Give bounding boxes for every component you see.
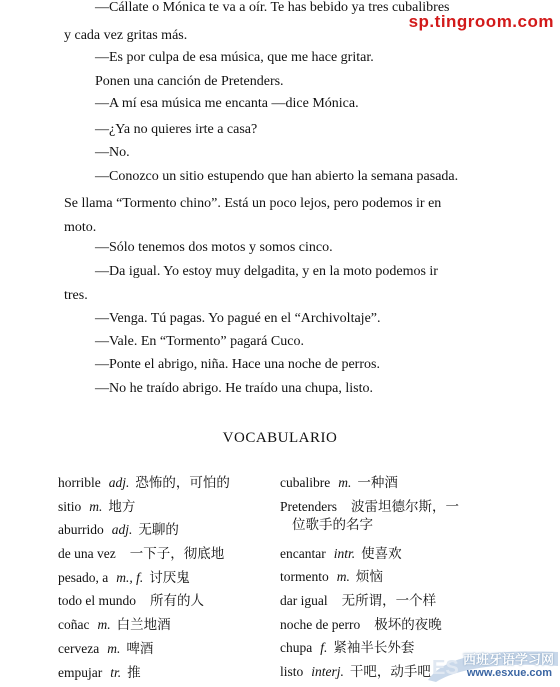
vocabulary-heading: VOCABULARIO: [0, 430, 560, 447]
vocab-meaning: 推: [127, 665, 141, 680]
vocab-entry: [58, 592, 230, 616]
vocab-word: sitio: [58, 499, 81, 514]
vocab-word: listo: [280, 664, 303, 679]
vocab-grammar: tr.: [110, 665, 121, 680]
vocab-entry: [280, 592, 459, 616]
text-line: —Da igual. Yo estoy muy delgadita, y en la moto podemos ir: [95, 263, 438, 281]
vocab-word: horrible: [58, 475, 101, 490]
logo-url: www.esxue.com: [467, 667, 552, 679]
text-line: —Conozco un sitio estupendo que han abierto la semana pasada.: [95, 168, 458, 186]
vocab-word: cubalibre: [280, 475, 330, 490]
vocab-meaning: 烦恼: [356, 569, 383, 584]
text-line: —Cállate o Mónica te va a oír. Te has bebido ya tres cubalibres: [95, 0, 449, 17]
vocab-meaning: 地方: [108, 499, 135, 514]
vocab-word: pesado, a: [58, 570, 108, 585]
vocab-meaning-continued: 位歌手的名字: [280, 516, 459, 534]
vocab-column-left: [58, 474, 230, 687]
vocab-entry: [280, 545, 459, 569]
vocab-meaning: 所有的人: [150, 593, 204, 608]
vocab-word: todo el mundo: [58, 593, 136, 608]
text-line: —A mí esa música me encanta —dice Mónica.: [95, 95, 359, 113]
vocab-word: noche de perro: [280, 617, 360, 632]
vocab-word: dar igual: [280, 593, 328, 608]
vocab-grammar: m.: [97, 617, 110, 632]
vocab-entry: [280, 498, 459, 545]
vocab-meaning: 波雷坦德尔斯，一: [351, 499, 459, 514]
vocab-word: de una vez: [58, 546, 116, 561]
vocab-meaning: 干吧，动手吧: [350, 664, 431, 679]
vocab-meaning: 极坏的夜晚: [374, 617, 442, 632]
vocab-entry: [58, 569, 230, 593]
site-logo: [422, 646, 560, 684]
text-line: —No.: [95, 144, 130, 162]
vocab-meaning: 一种酒: [357, 475, 398, 490]
text-line: —Ponte el abrigo, niña. Hace una noche de perros.: [95, 356, 380, 374]
vocab-word: tormento: [280, 569, 329, 584]
vocab-word: empujar: [58, 665, 102, 680]
vocab-word: chupa: [280, 640, 312, 655]
vocab-entry: [58, 545, 230, 569]
vocab-entry: [280, 616, 459, 640]
vocab-grammar: interj.: [311, 664, 344, 679]
text-line: —Venga. Tú pagas. Yo pagué en el “Archivoltaje”.: [95, 310, 381, 328]
vocab-meaning: 无聊的: [138, 522, 179, 537]
text-line: —¿Ya no quieres irte a casa?: [95, 121, 257, 139]
vocab-entry: [58, 640, 230, 664]
text-line: —Sólo tenemos dos motos y somos cinco.: [95, 239, 333, 257]
vocab-entry: [58, 521, 230, 545]
vocab-entry: [58, 616, 230, 640]
vocab-meaning: 一下子，彻底地: [130, 546, 225, 561]
text-line: Ponen una canción de Pretenders.: [95, 73, 284, 91]
vocab-word: encantar: [280, 546, 326, 561]
vocab-word: coñac: [58, 617, 89, 632]
vocab-entry: [58, 664, 230, 687]
vocab-word: Pretenders: [280, 499, 337, 514]
vocab-meaning: 无所谓，一个样: [342, 593, 437, 608]
vocab-word: cerveza: [58, 641, 99, 656]
text-line: —No he traído abrigo. He traído una chupa, listo.: [95, 380, 373, 398]
vocab-meaning: 啤酒: [126, 641, 153, 656]
vocab-grammar: adj.: [112, 522, 133, 537]
text-line: tres.: [64, 287, 88, 305]
vocab-entry: [280, 474, 459, 498]
logo-name: 西班牙语学习网: [463, 649, 554, 668]
vocab-grammar: m.: [338, 475, 351, 490]
vocab-grammar: m.: [107, 641, 120, 656]
text-line: Se llama “Tormento chino”. Está un poco lejos, pero podemos ir en: [64, 195, 441, 213]
vocab-meaning: 白兰地酒: [117, 617, 171, 632]
vocab-grammar: adj.: [109, 475, 130, 490]
vocab-entry: [58, 474, 230, 498]
vocab-meaning: 紧袖半长外套: [333, 640, 414, 655]
svg-text:ES: ES: [432, 657, 459, 679]
vocab-entry: [58, 498, 230, 522]
watermark-top: sp.tingroom.com: [409, 12, 554, 32]
text-line: y cada vez gritas más.: [64, 27, 187, 45]
vocab-grammar: m.: [89, 499, 102, 514]
vocab-grammar: m., f.: [116, 570, 143, 585]
vocab-grammar: f.: [320, 640, 327, 655]
vocab-grammar: m.: [337, 569, 350, 584]
text-line: —Vale. En “Tormento” pagará Cuco.: [95, 333, 304, 351]
vocab-word: aburrido: [58, 522, 104, 537]
vocab-meaning: 恐怖的，可怕的: [135, 475, 230, 490]
vocab-grammar: intr.: [334, 546, 355, 561]
vocab-meaning: 讨厌鬼: [149, 570, 190, 585]
vocab-meaning: 使喜欢: [361, 546, 402, 561]
text-line: —Es por culpa de esa música, que me hace gritar.: [95, 49, 374, 67]
text-line: moto.: [64, 219, 96, 237]
vocab-entry: [280, 568, 459, 592]
